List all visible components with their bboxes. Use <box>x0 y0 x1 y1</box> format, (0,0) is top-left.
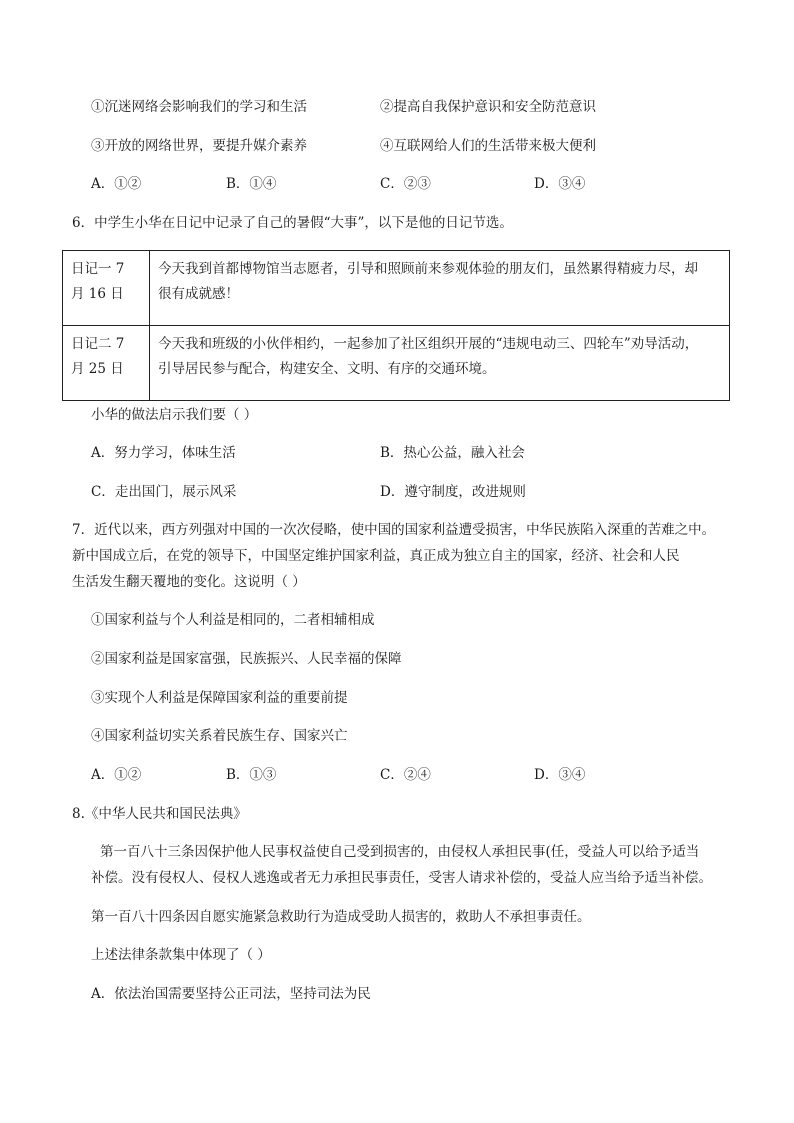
diary-text-line: 今天我和班级的小伙伴相约，一起参加了社区组织开展的“违规电动三、四轮车”劝导活动， <box>158 336 699 352</box>
q7-statement-1: ①国家利益与个人利益是相同的，二者相辅相成 <box>91 612 375 628</box>
q7-statement-3: ③实现个人利益是保障国家利益的重要前提 <box>91 690 348 706</box>
table-row <box>63 326 730 401</box>
q8-article-184: 第一百八十四条因自愿实施紧急救助行为造成受助人损害的，救助人不承担事责任。 <box>91 909 591 925</box>
q5-option-a: A．①② <box>91 176 142 192</box>
q6-option-c: C．走出国门，展示风采 <box>91 484 237 500</box>
diary-text-line: 今天我到首都博物馆当志愿者，引导和照顾前来参观体验的朋友们，虽然累得精疲力尽，却 <box>158 261 698 277</box>
q5-statement-1: ①沉迷网络会影响我们的学习和生活 <box>91 99 307 115</box>
q7-statement-2: ②国家利益是国家富强，民族振兴、人民幸福的保障 <box>91 651 402 667</box>
q5-statement-3: ③开放的网络世界，要提升媒介素养 <box>91 138 307 154</box>
q5-option-d: D．③④ <box>534 176 586 192</box>
q5-option-c: C．②③ <box>380 176 431 192</box>
q8-article-183-line-1: 第一百八十三条因保护他人民事权益使自己受到损害的，由侵权人承担民事(任，受益人可以给予适当 <box>100 844 700 860</box>
q7-option-c: C．②④ <box>380 767 431 783</box>
diary-date-cell <box>63 251 150 326</box>
diary-text-line: 引导居民参与配合，构建安全、文明、有序的交通环境。 <box>158 361 496 377</box>
diary-text-cell <box>150 251 730 326</box>
q8-question: 上述法律条款集中体现了（ ） <box>91 947 271 963</box>
q7-option-b: B．①③ <box>226 767 277 783</box>
q7-stem-line-2: 新中国成立后，在党的领导下，中国坚定维护国家利益，真正成为独立自主的国家，经济、社会和人民 <box>72 548 680 564</box>
q7-option-d: D．③④ <box>534 767 586 783</box>
diary-text-cell <box>150 326 730 401</box>
q6-diary-table <box>62 250 730 401</box>
q8-option-a: A．依法治国需要坚持公正司法，坚持司法为民 <box>91 986 371 1002</box>
q5-option-b: B．①④ <box>226 176 277 192</box>
q7-stem-line-3: 生活发生翻天覆地的变化。这说明（ ） <box>72 574 306 590</box>
q6-option-b: B．热心公益，融入社会 <box>380 445 525 461</box>
q7-option-a: A．①② <box>91 767 142 783</box>
diary-date-line: 月 16 日 <box>71 286 124 302</box>
q7-statement-4: ④国家利益切实关系着民族生存、国家兴亡 <box>91 728 348 744</box>
diary-date-line: 日记二 7 <box>71 336 125 352</box>
q6-option-d: D．遵守制度，改进规则 <box>380 484 526 500</box>
q6-stem: 6．中学生小华在日记中记录了自己的暑假“大事”，以下是他的日记节选。 <box>72 215 513 231</box>
q8-stem: 8.《中华人民共和国民法典》 <box>72 806 247 822</box>
q5-statement-4: ④互联网给人们的生活带来极大便利 <box>380 138 596 154</box>
q8-article-183-line-2: 补偿。没有侵权人、侵权人逃逸或者无力承担民事责任，受害人请求补偿的，受益人应当给予适当补偿。 <box>91 870 712 886</box>
diary-date-cell <box>63 326 150 401</box>
q6-option-a: A．努力学习，体味生活 <box>91 445 236 461</box>
diary-text-line: 很有成就感！ <box>158 286 239 302</box>
q5-statement-2: ②提高自我保护意识和安全防范意识 <box>380 99 596 115</box>
diary-date-line: 月 25 日 <box>71 361 124 377</box>
diary-date-line: 日记一 7 <box>71 261 125 277</box>
q6-question: 小华的做法启示我们要（ ） <box>91 407 258 423</box>
q7-stem-line-1: 7．近代以来，西方列强对中国的一次次侵略，使中国的国家利益遭受损害，中华民族陷入深重的苦难之中。 <box>72 522 716 538</box>
table-row <box>63 251 730 326</box>
